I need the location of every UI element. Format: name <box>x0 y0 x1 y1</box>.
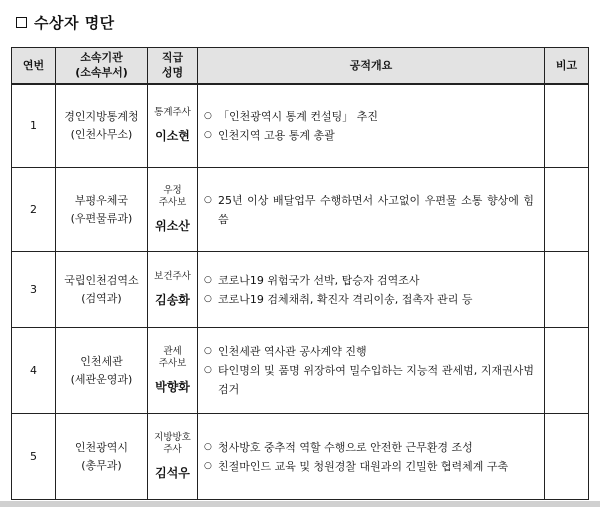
position-line1: 우정 <box>163 185 182 196</box>
bullet-circle-icon: ○ <box>204 460 212 471</box>
org-cell <box>56 168 148 252</box>
achievement-cell <box>198 328 545 414</box>
bullet-circle-icon: ○ <box>204 129 212 140</box>
org-name: 부평우체국 <box>74 193 129 207</box>
awardee-table <box>11 47 589 500</box>
dept-name: (우편물류과) <box>70 211 133 225</box>
row-number: 5 <box>12 414 56 500</box>
achievement-text: 코로나19 위험국가 선박, 탑승자 검역조사 <box>218 273 420 287</box>
bullet-circle-icon: ○ <box>204 110 212 121</box>
achievement-item <box>204 191 534 229</box>
dept-name: (총무과) <box>81 458 122 472</box>
row-number: 4 <box>12 328 56 414</box>
section-title <box>16 10 115 34</box>
achievement-cell <box>198 414 545 500</box>
position-line1: 지방방호 <box>154 432 191 443</box>
achievement-text: 타인명의 및 품명 위장하여 밀수입하는 지능적 관세범, 지재권사범 검거 <box>218 364 534 396</box>
rank-cell <box>148 328 198 414</box>
header-org-line1: 소속기관 <box>80 51 123 65</box>
remarks-cell <box>545 168 589 252</box>
achievement-text: 코로나19 검체채취, 확진자 격리이송, 접촉자 관리 등 <box>218 292 473 306</box>
bullet-circle-icon: ○ <box>204 365 212 375</box>
table-row <box>12 328 589 414</box>
header-remarks: 비고 <box>545 48 589 84</box>
achievement-text: 「인천광역시 통계 컨설팅」 추진 <box>218 109 379 123</box>
table-row <box>12 168 589 252</box>
rank-cell <box>148 252 198 328</box>
table-row <box>12 84 589 168</box>
achievement-item <box>204 126 534 145</box>
awardee-name: 김송화 <box>155 293 190 307</box>
table-row <box>12 252 589 328</box>
bullet-circle-icon: ○ <box>204 194 212 205</box>
achievement-item <box>204 290 534 309</box>
achievement-item <box>204 107 534 126</box>
remarks-cell <box>545 414 589 500</box>
achievement-text: 인천지역 고용 통계 총괄 <box>218 128 335 142</box>
org-cell <box>56 414 148 500</box>
dept-name: (검역과) <box>81 291 122 305</box>
position-line2: 주사 <box>163 444 182 455</box>
position-line2: 주사보 <box>158 197 187 208</box>
bottom-bar <box>0 501 600 507</box>
achievement-item <box>204 361 534 399</box>
header-rank-line2: 성명 <box>161 66 184 80</box>
bullet-circle-icon: ○ <box>204 441 212 452</box>
awardee-name: 위소산 <box>155 219 190 233</box>
achievement-item <box>204 342 534 361</box>
header-rank-line1: 직급 <box>161 51 184 65</box>
position-line1: 관세 <box>163 346 182 357</box>
section-title-text: 수상자 명단 <box>34 13 115 32</box>
bullet-circle-icon: ○ <box>204 274 212 285</box>
dept-name: (세관운영과) <box>70 372 133 386</box>
checkbox-square-icon <box>16 17 27 28</box>
dept-name: (인천사무소) <box>70 127 133 141</box>
rank-cell <box>148 168 198 252</box>
org-name: 인천세관 <box>80 354 123 368</box>
remarks-cell <box>545 252 589 328</box>
achievement-cell <box>198 168 545 252</box>
remarks-cell <box>545 84 589 168</box>
achievement-cell <box>198 252 545 328</box>
position-line1: 통계주사 <box>154 107 191 119</box>
header-summary: 공적개요 <box>198 48 545 84</box>
awardee-name: 박향화 <box>155 380 190 394</box>
rank-cell <box>148 414 198 500</box>
org-cell <box>56 328 148 414</box>
achievement-text: 친절마인드 교육 및 청원경찰 대원과의 긴밀한 협력체계 구축 <box>218 459 509 473</box>
awardee-name: 이소현 <box>155 129 190 144</box>
org-cell <box>56 252 148 328</box>
position-line1: 보건주사 <box>154 271 191 282</box>
org-cell <box>56 84 148 168</box>
achievement-item <box>204 271 534 290</box>
header-no: 연번 <box>12 48 56 84</box>
header-rank <box>148 48 198 84</box>
achievement-text: 청사방호 중추적 역할 수행으로 안전한 근무환경 조성 <box>218 440 473 454</box>
org-name: 인천광역시 <box>74 440 129 454</box>
awardee-name: 김석우 <box>155 466 190 480</box>
bullet-circle-icon: ○ <box>204 293 212 304</box>
achievement-text: 25년 이상 배달업무 수행하면서 사고없이 우편물 소통 향상에 힘씀 <box>218 193 534 226</box>
org-name: 국립인천검역소 <box>64 273 139 287</box>
achievement-item <box>204 457 534 476</box>
org-name: 경인지방통계청 <box>64 109 139 123</box>
remarks-cell <box>545 328 589 414</box>
row-number: 2 <box>12 168 56 252</box>
achievement-text: 인천세관 역사관 공사계약 진행 <box>218 345 367 358</box>
table-row <box>12 414 589 500</box>
achievement-cell <box>198 84 545 168</box>
bullet-circle-icon: ○ <box>204 346 212 356</box>
row-number: 1 <box>12 84 56 168</box>
header-org <box>56 48 148 84</box>
achievement-item <box>204 438 534 457</box>
row-number: 3 <box>12 252 56 328</box>
position-line2: 주사보 <box>158 358 187 369</box>
rank-cell <box>148 84 198 168</box>
table-header-row <box>12 48 589 84</box>
header-org-line2: (소속부서) <box>75 66 128 80</box>
